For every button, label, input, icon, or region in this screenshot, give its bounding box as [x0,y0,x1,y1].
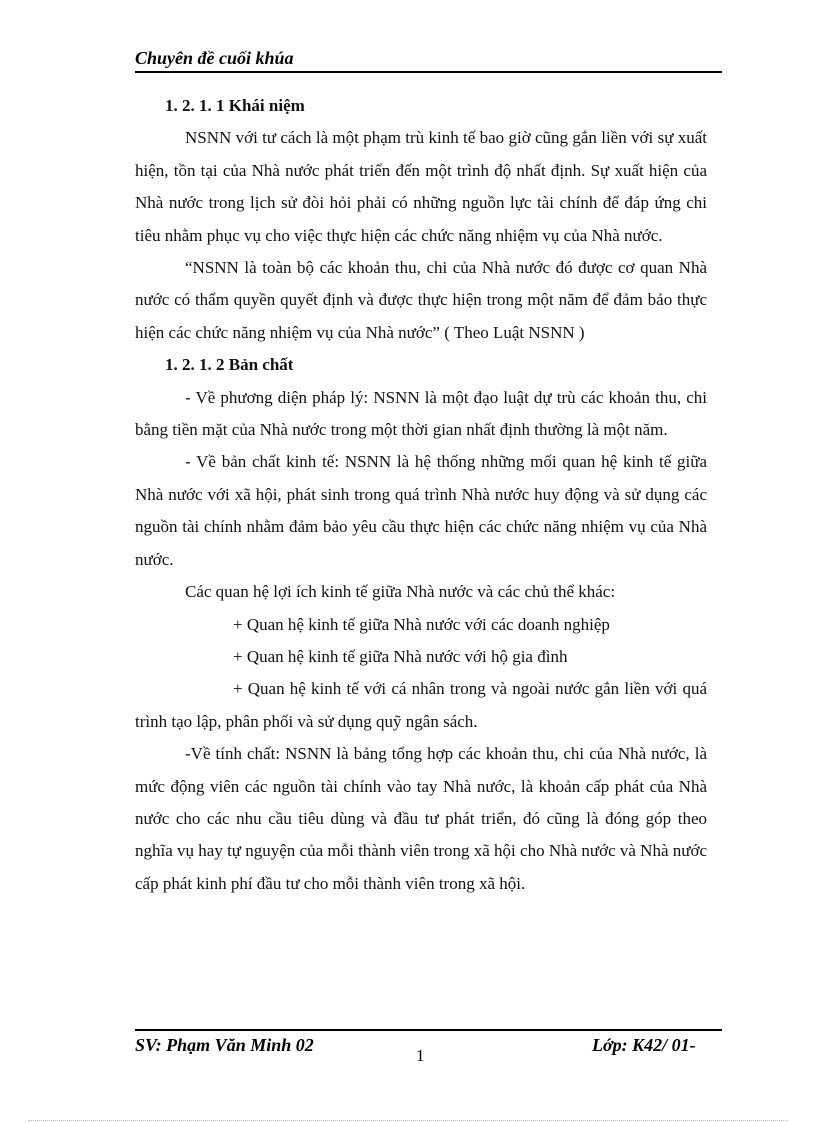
paragraph: - Về phương diện pháp lý: NSNN là một đạo luật dự trù các khoản thu, chi bằng tiền mặt của Nhà nước trong một thời gian nhất định thường là một năm. [135,387,707,440]
footer-rule [135,1029,722,1031]
paragraph: Các quan hệ lợi ích kinh tế giữa Nhà nước và các chủ thể khác: [185,582,616,602]
footer-class-label: Lớp: K42/ 01- [592,1035,696,1055]
section-heading-concept: 1. 2. 1. 1 Khái niệm [165,96,305,115]
document-body [135,90,707,900]
list-item: + Quan hệ kinh tế giữa Nhà nước với hộ gia đình [233,646,568,666]
list-item: + Quan hệ kinh tế giữa Nhà nước với các doanh nghiệp [233,614,610,634]
footer-student-name: SV: Phạm Văn Minh 02 [135,1035,314,1055]
page-bottom-dotted-line [28,1120,788,1121]
page-number: 1 [416,1046,425,1065]
header-rule [135,71,722,73]
section-heading-nature: 1. 2. 1. 2 Bản chất [165,355,294,375]
paragraph: - Về bản chất kinh tế: NSNN là hệ thống những mối quan hệ kinh tế giữa Nhà nước với xã hội, phát sinh trong quá trình Nhà nước huy động và sử dụng các nguồn tài chính nhằm đảm bảo yêu cầu thực hiện các chức năng nhiệm vụ của Nhà nước. [135,452,707,569]
list-item: + Quan hệ kinh tế với cá nhân trong và ngoài nước gắn liền với quá trình tạo lập, phân phối và sử dụng quỹ ngân sách. [135,679,707,731]
page-header-title: Chuyên đề cuối khúa [135,48,294,68]
paragraph: -Về tính chất: NSNN là bảng tổng hợp các khoản thu, chi của Nhà nước, là mức động viên các nguồn tài chính vào tay Nhà nước, là khoản cấp phát của Nhà nước cho các nhu cầu tiêu dùng và đầu tư phát triển, đó cũng là đóng góp theo nghĩa vụ hay tự nguyện của mỗi thành viên trong xã hội cho Nhà nước và Nhà nước cấp phát kinh phí đầu tư cho mỗi thành viên trong xã hội. [135,744,708,893]
paragraph-quote: “NSNN là toàn bộ các khoản thu, chi của Nhà nước đó được cơ quan Nhà nước có thẩm quyền quyết định và được thực hiện trong một năm để đảm bảo thực hiện các chức năng nhiệm vụ của Nhà nước” ( Theo Luật NSNN ) [135,258,707,342]
paragraph: NSNN với tư cách là một phạm trù kinh tế bao giờ cũng gắn liền với sự xuất hiện, tồn tại của Nhà nước phát triển đến một trình độ nhất định. Sự xuất hiện của Nhà nước trong lịch sử đòi hỏi phải có những nguồn lực tài chính để đáp ứng chi tiêu nhằm phục vụ cho việc thực hiện các chức năng nhiệm vụ của Nhà nước. [135,128,707,245]
